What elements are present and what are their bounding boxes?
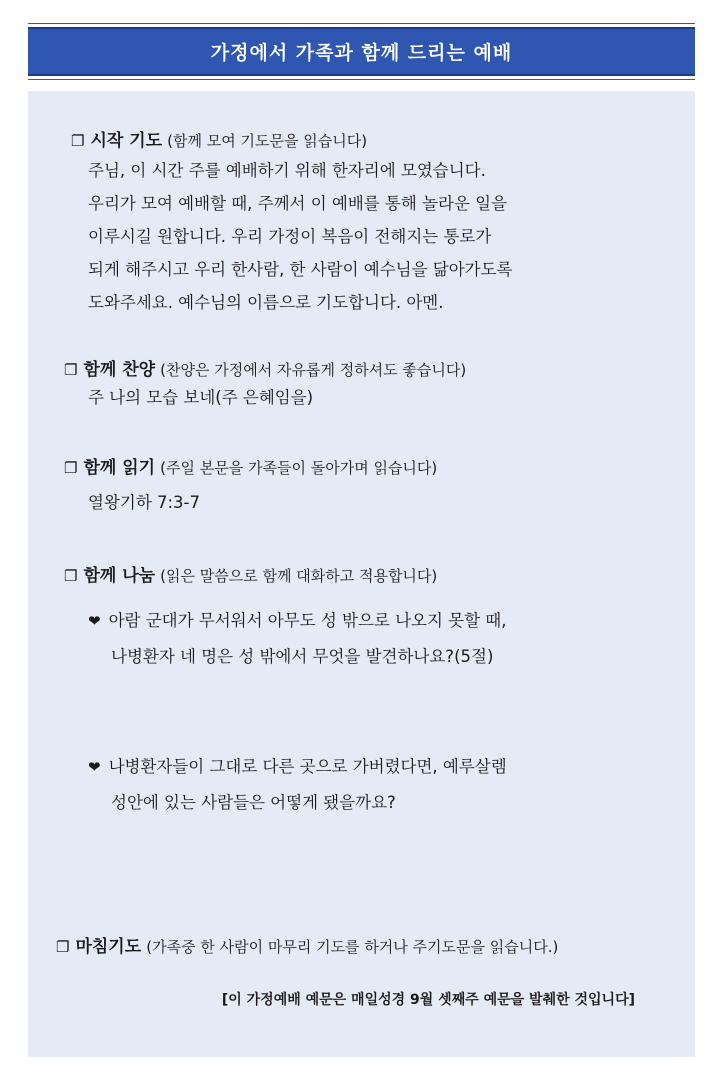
praise-text: [88, 381, 695, 414]
section-heading: [64, 565, 695, 587]
heading-label: 마침기도: [75, 937, 142, 957]
prayer-line: 도와주세요. 예수님의 이름으로 기도합니다. 아멘.: [88, 293, 444, 312]
heading-label: 함께 나눔: [83, 566, 156, 586]
scripture-reference: 열왕기하 7:3-7: [88, 493, 201, 512]
heading-note: (읽은 말씀으로 함께 대화하고 적용합니다): [160, 567, 438, 585]
checkbox-icon: ❐: [64, 459, 78, 477]
checkbox-icon: ❐: [64, 567, 78, 585]
heading-note: (가족중 한 사람이 마무리 기도를 하거나 주기도문을 읽습니다.): [146, 938, 559, 956]
section-praise: [64, 359, 695, 414]
title-bar: [28, 27, 695, 76]
heart-icon: ❤: [88, 612, 101, 630]
page-title: 가정에서 가족과 함께 드리는 예배: [210, 42, 513, 64]
prayer-line: 우리가 모여 예배할 때, 주께서 이 예배를 통해 놀라운 일을: [88, 194, 508, 213]
song-title: 주 나의 모습 보네(주 은혜임을): [88, 388, 314, 407]
heading-note: (주일 본문을 가족들이 돌아가며 읽습니다): [160, 459, 438, 477]
checkbox-icon: ❐: [71, 132, 85, 150]
question-line: 나병환자 네 명은 성 밖에서 무엇을 발견하나요?(5절): [111, 647, 494, 666]
prayer-line: 이루시길 원합니다. 우리 가정이 복음이 전해지는 통로가: [88, 227, 492, 246]
heading-label: 함께 찬양: [83, 360, 156, 380]
content-panel: [28, 91, 695, 1057]
heading-label: 함께 읽기: [83, 458, 156, 478]
prayer-line: 주님, 이 시간 주를 예배하기 위해 한자리에 모였습니다.: [88, 161, 486, 180]
section-sharing: [64, 565, 695, 821]
question-line: 성안에 있는 사람들은 어떻게 됐을까요?: [111, 793, 396, 812]
section-heading: [64, 457, 695, 479]
checkbox-icon: ❐: [56, 938, 70, 956]
section-opening-prayer: [71, 130, 695, 319]
section-closing-prayer: [56, 936, 695, 958]
title-rule-bottom: [28, 79, 695, 80]
question-2: [88, 749, 695, 821]
prayer-text: [88, 154, 695, 319]
source-note: [이 가정예배 예문은 매일성경 9월 셋째주 예문을 발췌한 것입니다]: [221, 992, 635, 1008]
section-heading: [64, 359, 695, 381]
heart-icon: ❤: [88, 758, 101, 776]
reading-text: [88, 486, 695, 519]
section-heading: [71, 130, 695, 152]
section-reading: [64, 457, 695, 519]
question-line: ❤ 나병환자들이 그대로 다른 곳으로 가버렸다면, 예루살렘: [88, 757, 507, 776]
heading-note: (함께 모여 기도문을 읽습니다): [167, 132, 368, 150]
source-note-wrap: [222, 989, 635, 1009]
question-1: [88, 603, 695, 675]
prayer-line: 되게 해주시고 우리 한사람, 한 사람이 예수님을 닮아가도록: [88, 260, 513, 279]
question-line: ❤ 아람 군대가 무서워서 아무도 성 밖으로 나오지 못할 때,: [88, 611, 507, 630]
section-heading: [56, 936, 695, 958]
heading-label: 시작 기도: [90, 131, 163, 151]
heading-note: (찬양은 가정에서 자유롭게 정하셔도 좋습니다): [160, 361, 467, 379]
checkbox-icon: ❐: [64, 361, 78, 379]
title-rule-top: [28, 23, 695, 24]
